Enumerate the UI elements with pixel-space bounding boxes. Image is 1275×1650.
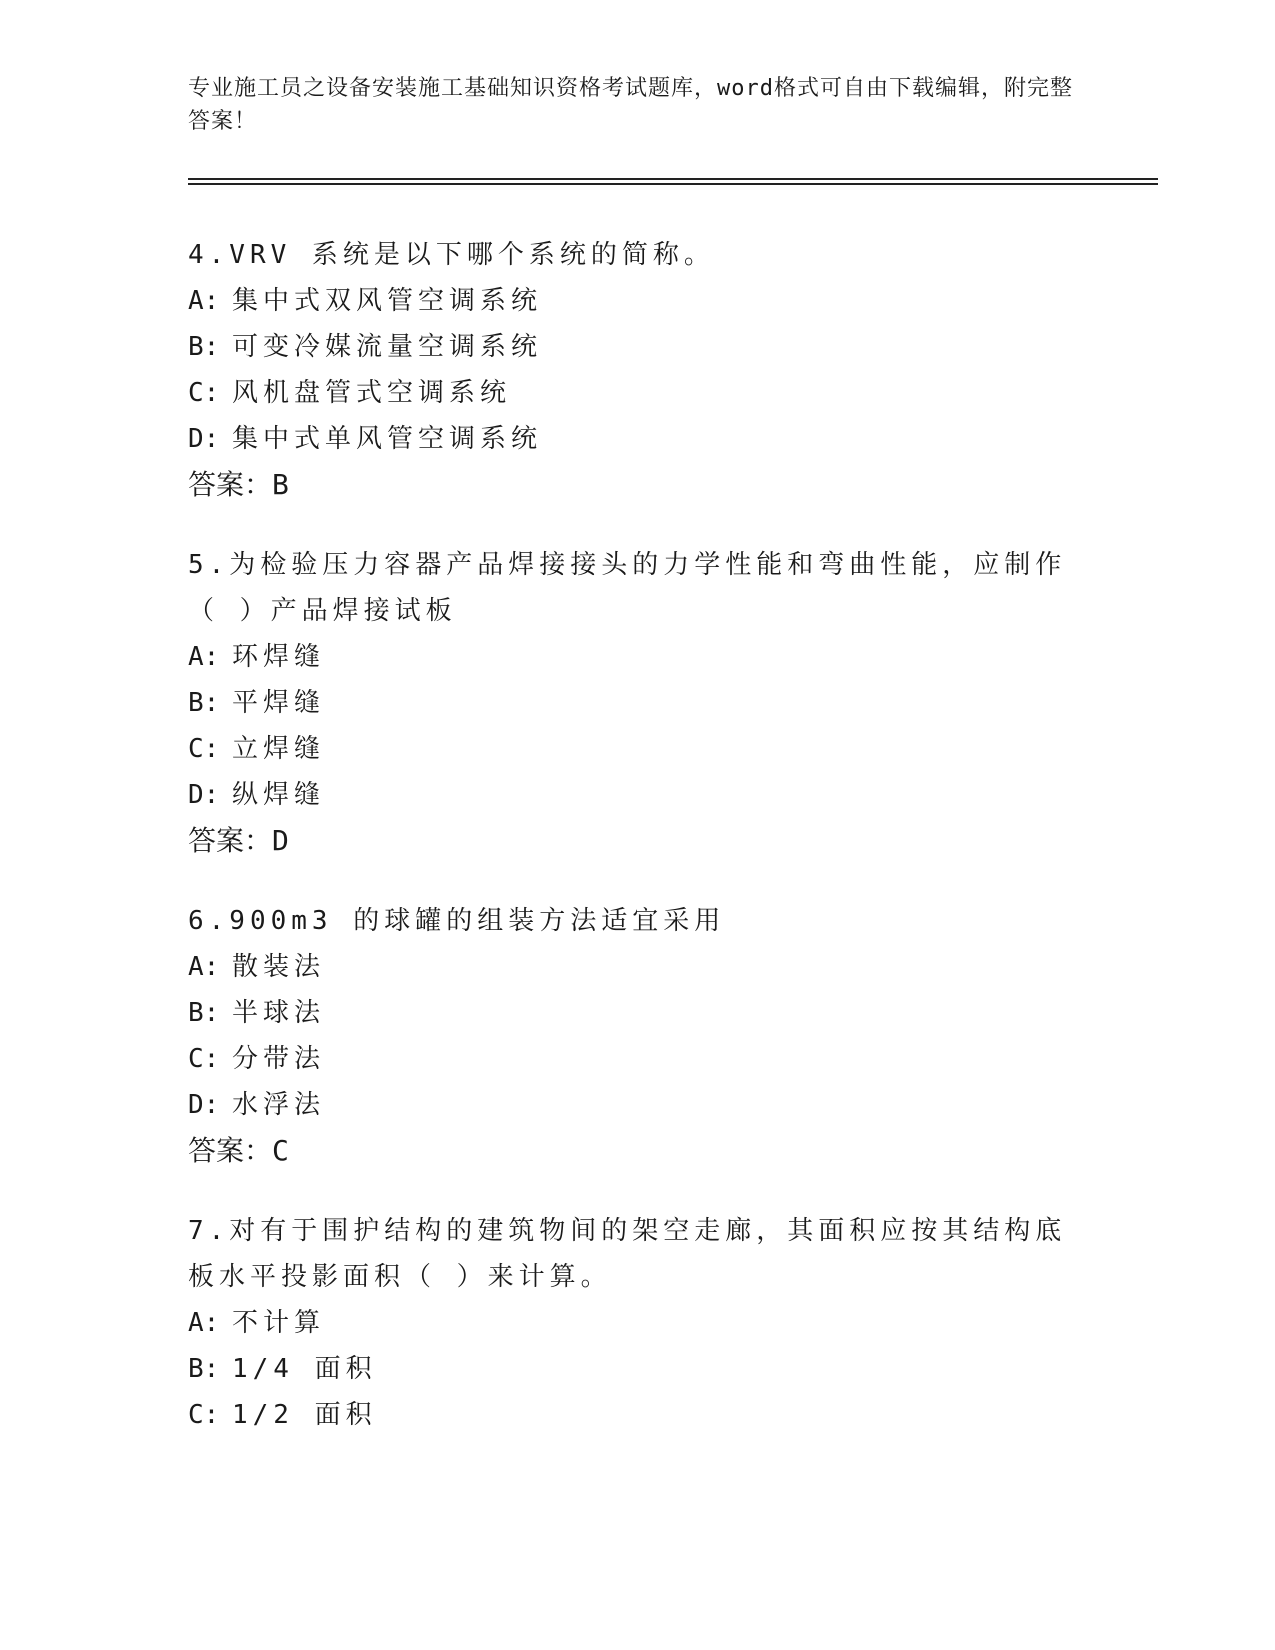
option-b (188, 990, 1088, 1036)
option-key: B: (188, 332, 220, 362)
question-stem: 6.900m3 的球罐的组装方法适宜采用 (188, 906, 726, 936)
document-header: 专业施工员之设备安装施工基础知识资格考试题库，word格式可自由下载编辑，附完整答案！ (188, 76, 1073, 134)
question-5 (188, 542, 1088, 864)
option-text: 半球法 (232, 998, 326, 1028)
question-7 (188, 1208, 1088, 1438)
header-divider-bottom (188, 183, 1158, 185)
option-text: 风机盘管式空调系统 (232, 378, 512, 408)
option-text: 集中式单风管空调系统 (232, 424, 543, 454)
answer-line (188, 1128, 1088, 1174)
option-b (188, 324, 1088, 370)
option-a (188, 1300, 1088, 1346)
option-key: B: (188, 688, 220, 718)
option-c (188, 1036, 1088, 1082)
answer-value: C (272, 1134, 289, 1167)
option-key: C: (188, 1400, 220, 1430)
option-key: B: (188, 998, 220, 1028)
question-stem: 4.VRV 系统是以下哪个系统的简称。 (188, 240, 715, 270)
answer-label: 答案： (188, 1134, 273, 1167)
option-d (188, 1082, 1088, 1128)
option-key: C: (188, 378, 220, 408)
option-text: 散装法 (232, 952, 326, 982)
option-b (188, 1346, 1088, 1392)
option-a (188, 634, 1088, 680)
option-text: 集中式双风管空调系统 (232, 286, 543, 316)
option-c (188, 370, 1088, 416)
answer-value: D (272, 824, 289, 857)
question-list (188, 232, 1088, 1472)
option-key: A: (188, 642, 220, 672)
option-text: 立焊缝 (232, 734, 326, 764)
answer-line (188, 462, 1088, 508)
option-text: 1/2 面积 (232, 1400, 377, 1430)
option-key: C: (188, 1044, 220, 1074)
answer-label: 答案： (188, 824, 273, 857)
option-d (188, 772, 1088, 818)
option-text: 不计算 (232, 1308, 326, 1338)
question-stem: 7.对有于围护结构的建筑物间的架空走廊，其面积应按其结构底板水平投影面积（ ）来计算。 (188, 1216, 1067, 1292)
option-b (188, 680, 1088, 726)
option-text: 环焊缝 (232, 642, 326, 672)
question-stem: 5.为检验压力容器产品焊接接头的力学性能和弯曲性能，应制作（ ）产品焊接试板 (188, 550, 1067, 626)
option-text: 可变冷媒流量空调系统 (232, 332, 543, 362)
option-key: D: (188, 424, 220, 454)
option-c (188, 1392, 1088, 1438)
option-text: 1/4 面积 (232, 1354, 377, 1384)
option-text: 平焊缝 (232, 688, 326, 718)
answer-line (188, 818, 1088, 864)
option-c (188, 726, 1088, 772)
header-divider-top (188, 178, 1158, 180)
option-key: B: (188, 1354, 220, 1384)
option-a (188, 944, 1088, 990)
option-key: D: (188, 1090, 220, 1120)
option-key: A: (188, 952, 220, 982)
answer-label: 答案： (188, 468, 273, 501)
question-4 (188, 232, 1088, 508)
option-a (188, 278, 1088, 324)
option-key: D: (188, 780, 220, 810)
option-key: A: (188, 286, 220, 316)
option-text: 分带法 (232, 1044, 326, 1074)
option-key: C: (188, 734, 220, 764)
option-text: 纵焊缝 (232, 780, 326, 810)
option-key: A: (188, 1308, 220, 1338)
option-text: 水浮法 (232, 1090, 326, 1120)
question-6 (188, 898, 1088, 1174)
answer-value: B (272, 468, 289, 501)
option-d (188, 416, 1088, 462)
